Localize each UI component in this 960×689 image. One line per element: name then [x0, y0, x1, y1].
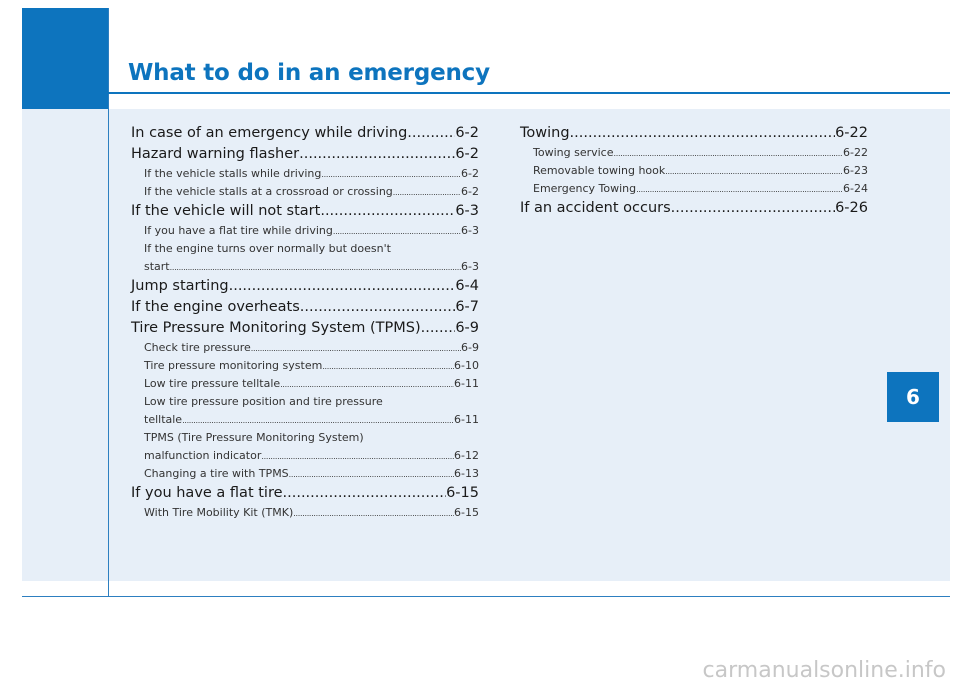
toc-entry-label: Removable towing hook [533, 164, 666, 177]
toc-page-number: 6-11 [454, 377, 479, 390]
toc-leader-dots [322, 358, 454, 376]
toc-subentry[interactable] [520, 180, 868, 198]
toc-entry-label: Towing service [533, 146, 614, 159]
toc-subentry[interactable] [131, 504, 479, 522]
toc-leader-dots [289, 466, 454, 484]
toc-leader-dots [570, 123, 836, 144]
toc-entry[interactable] [131, 123, 479, 144]
toc-entry-label: With Tire Mobility Kit (TMK) [144, 506, 294, 519]
toc-leader-dots [407, 123, 455, 144]
toc-subentry[interactable] [131, 357, 479, 375]
toc-leader-dots [614, 145, 844, 163]
toc-leader-dots [636, 181, 843, 199]
toc-subentry[interactable] [131, 465, 479, 483]
chapter-tab[interactable] [887, 372, 939, 422]
toc-leader-dots [280, 376, 454, 394]
toc-entry-label: If the vehicle will not start [131, 203, 321, 219]
toc-page-number: 6-7 [455, 299, 479, 315]
toc-page-number: 6-15 [454, 506, 479, 519]
toc-subentry[interactable] [520, 144, 868, 162]
toc-leader-dots [321, 166, 461, 184]
chapter-corner-block [22, 8, 108, 109]
toc-subentry[interactable] [131, 165, 479, 183]
toc-entry-label: malfunction indicator [144, 449, 262, 462]
toc-leader-dots [421, 318, 456, 339]
toc-leader-dots [665, 163, 843, 181]
toc-page-number: 6-13 [454, 467, 479, 480]
toc-leader-dots [170, 259, 461, 277]
toc-entry-label: Hazard warning flasher [131, 146, 300, 162]
toc-entry[interactable] [131, 483, 479, 504]
toc-entry-label: Tire Pressure Monitoring System (TPMS) [131, 320, 421, 336]
toc-entry-label: Towing [520, 125, 570, 141]
toc-leader-dots [251, 340, 461, 358]
toc-page-number: 6-9 [461, 341, 479, 354]
toc-page-number: 6-3 [455, 203, 479, 219]
toc-entry-label: If the engine overheats [131, 299, 300, 315]
toc-leader-dots [283, 483, 447, 504]
toc-subentry[interactable] [520, 162, 868, 180]
watermark: carmanualsonline.info [702, 658, 946, 683]
toc-leader-dots [671, 198, 835, 219]
toc-subentry[interactable] [131, 339, 479, 357]
toc-entry[interactable] [520, 123, 868, 144]
toc-entry-label: Low tire pressure telltale [144, 377, 281, 390]
toc-page-number: 6-2 [455, 146, 479, 162]
toc-page-number: 6-12 [454, 449, 479, 462]
toc-entry-label: Check tire pressure [144, 341, 251, 354]
toc-leader-dots [320, 201, 455, 222]
toc-right-column [520, 123, 868, 219]
toc-entry[interactable] [131, 297, 479, 318]
toc-entry-label: If you have a flat tire while driving [144, 224, 333, 237]
toc-page-number: 6-23 [843, 164, 868, 177]
toc-leader-dots [229, 276, 456, 297]
toc-page-number: 6-15 [446, 485, 479, 501]
toc-subentry-line: If the engine turns over normally but doesn't [144, 242, 391, 255]
toc-leader-dots [393, 184, 461, 202]
toc-left-column [131, 123, 479, 522]
toc-subentry[interactable] [131, 258, 479, 276]
toc-subentry[interactable] [131, 447, 479, 465]
toc-subentry[interactable] [131, 183, 479, 201]
toc-page-number: 6-26 [835, 200, 868, 216]
toc-page-number: 6-11 [454, 413, 479, 426]
toc-subentry[interactable] [131, 222, 479, 240]
toc-page-number: 6-4 [455, 278, 479, 294]
toc-subentry-line: Low tire pressure position and tire pressure [144, 395, 383, 408]
toc-entry-label: If the vehicle stalls at a crossroad or crossing [144, 185, 393, 198]
toc-leader-dots [293, 505, 454, 523]
toc-entry[interactable] [131, 201, 479, 222]
toc-page-number: 6-2 [461, 167, 479, 180]
margin-line [108, 8, 109, 596]
toc-page-number: 6-9 [455, 320, 479, 336]
toc-page-number: 6-3 [461, 224, 479, 237]
toc-page-number: 6-24 [843, 182, 868, 195]
toc-entry-label: start [144, 260, 170, 273]
toc-subentry-line: TPMS (Tire Pressure Monitoring System) [144, 431, 364, 444]
toc-leader-dots [300, 297, 456, 318]
title-underline [108, 92, 950, 94]
toc-leader-dots [261, 448, 454, 466]
toc-entry-label: Jump starting [131, 278, 229, 294]
toc-subentry[interactable] [131, 375, 479, 393]
toc-entry-label: If an accident occurs [520, 200, 671, 216]
toc-page-number: 6-10 [454, 359, 479, 372]
toc-entry-label: Changing a tire with TPMS [144, 467, 289, 480]
toc-entry-label: In case of an emergency while driving [131, 125, 408, 141]
chapter-number: 6 [906, 385, 920, 409]
toc-entry[interactable] [131, 318, 479, 339]
toc-entry-label: If you have a flat tire [131, 485, 283, 501]
footer-line [22, 596, 950, 597]
toc-page-number: 6-22 [843, 146, 868, 159]
toc-page-number: 6-2 [461, 185, 479, 198]
toc-leader-dots [182, 412, 454, 430]
toc-entry-label: telltale [144, 413, 183, 426]
toc-entry-label: If the vehicle stalls while driving [144, 167, 322, 180]
toc-subentry[interactable] [131, 411, 479, 429]
toc-entry[interactable] [131, 276, 479, 297]
toc-leader-dots [333, 223, 461, 241]
toc-page-number: 6-3 [461, 260, 479, 273]
toc-entry[interactable] [131, 144, 479, 165]
toc-entry-label: Tire pressure monitoring system [144, 359, 323, 372]
page-title: What to do in an emergency [128, 60, 490, 86]
toc-page-number: 6-22 [835, 125, 868, 141]
toc-leader-dots [299, 144, 455, 165]
toc-page-number: 6-2 [455, 125, 479, 141]
toc-entry-label: Emergency Towing [533, 182, 637, 195]
toc-entry[interactable] [520, 198, 868, 219]
